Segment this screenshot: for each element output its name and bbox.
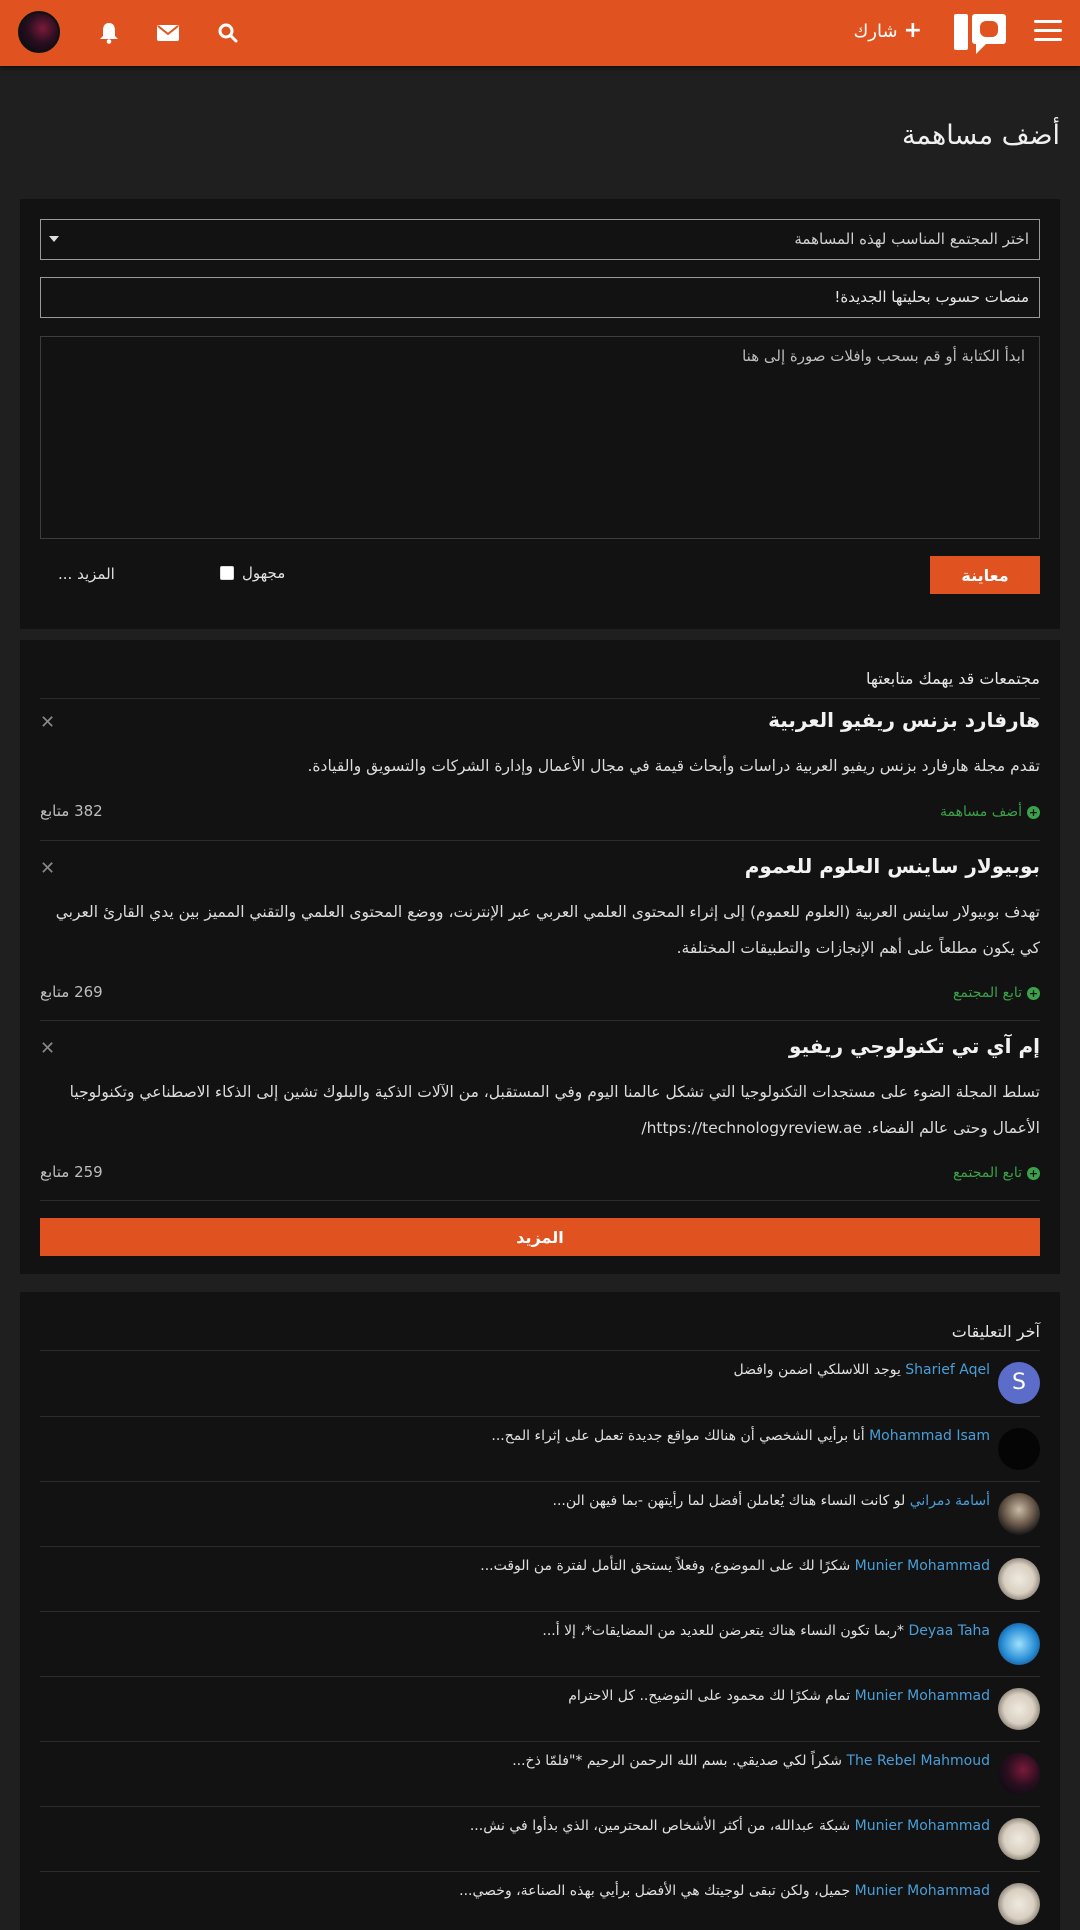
avatar[interactable] — [998, 1428, 1040, 1470]
comment-text[interactable]: جميل، ولكن تبقى لوجيتك هي الأفضل برأيي بهذه الصناعة، وخصي... — [459, 1883, 851, 1899]
comment-item[interactable] — [40, 1352, 1040, 1416]
comment-line — [542, 1623, 990, 1639]
community-select-value: اختر المجتمع المناسب لهذه المساهمة — [794, 230, 1029, 248]
comment-line — [470, 1818, 990, 1834]
comment-text[interactable]: *ربما تكون النساء هناك يتعرضن للعديد من المضايقات*، إلا أ... — [542, 1623, 904, 1639]
divider — [40, 1871, 1040, 1872]
comment-line — [553, 1493, 990, 1509]
divider — [40, 1481, 1040, 1482]
comment-line — [491, 1428, 990, 1444]
comment-user[interactable]: Mohammad Isam — [869, 1428, 990, 1444]
search-icon[interactable] — [213, 18, 243, 48]
divider — [40, 1741, 1040, 1742]
comment-line — [733, 1362, 990, 1378]
community-description: تسلط المجلة الضوء على مستجدات التكنولوجيا التي تشكل عالمنا اليوم وفي المستقبل، من الآلات الذكية والبلوك تشين إلى الذكاء الاصطناعي وتكنولوجيا الأعمال وحتى عالم الفضاء. https://technologyreview.ae/ — [69, 1083, 1040, 1137]
comment-item[interactable] — [40, 1418, 1040, 1482]
comment-user[interactable]: Deyaa Taha — [908, 1623, 990, 1639]
comment-line — [568, 1688, 990, 1704]
share-label: شارك — [853, 20, 898, 42]
share-button[interactable] — [853, 20, 922, 42]
community-name[interactable]: بوبيولار ساينس العلوم للعموم — [744, 854, 1040, 878]
community-select[interactable] — [40, 219, 1040, 260]
mail-icon[interactable] — [153, 18, 183, 48]
comment-text[interactable]: شكرًا لك على الموضوع، وفعلاً يستحق التأمل لفترة من الوقت... — [480, 1558, 851, 1574]
avatar[interactable] — [998, 1493, 1040, 1535]
checkbox-box[interactable] — [220, 566, 234, 580]
section-title: مجتمعات قد يهمك متابعتها — [865, 669, 1040, 688]
divider — [40, 840, 1040, 841]
comment-user[interactable]: Munier Mohammad — [854, 1688, 990, 1704]
avatar[interactable] — [998, 1753, 1040, 1795]
comment-user[interactable]: أسامة دمراني — [909, 1493, 990, 1509]
comment-text[interactable]: شبكة عبدالله، من أكثر الأشخاص المحترمين، الذي بدأوا في نش... — [469, 1818, 851, 1834]
divider — [40, 1416, 1040, 1417]
action-label: تابع المجتمع — [952, 985, 1022, 1001]
hsoub-io-logo[interactable] — [952, 10, 1008, 56]
divider — [40, 1020, 1040, 1021]
comment-user[interactable]: Munier Mohammad — [854, 1883, 990, 1899]
action-label: أضف مساهمة — [940, 804, 1022, 820]
preview-button[interactable]: معاينة — [930, 556, 1040, 594]
plus-icon: + — [903, 18, 922, 43]
community-description: تهدف بوبيولار ساينس العربية (العلوم للعموم) إلى إثراء المحتوى العلمي العربي عبر الإنترنت، ووضع المحتوى العلمي والتقني المميز بين يدي القارئ العربي كي يكون مطلعاً على أهم الإنجازات والتطبيقات المختلفة. — [55, 903, 1040, 957]
more-options-link[interactable]: المزيد ... — [58, 565, 115, 583]
plus-circle-icon: + — [1028, 1166, 1039, 1180]
avatar[interactable] — [998, 1883, 1040, 1925]
add-contribution-link[interactable] — [940, 804, 1040, 820]
follow-community-link[interactable] — [953, 985, 1040, 1001]
plus-circle-icon: + — [1028, 805, 1039, 819]
latest-comments — [20, 1292, 1060, 1930]
action-label: تابع المجتمع — [952, 1165, 1022, 1181]
bell-icon[interactable] — [94, 18, 124, 48]
comment-line — [512, 1753, 990, 1769]
divider — [40, 1200, 1040, 1201]
suggested-communities — [20, 640, 1060, 1274]
community-item — [40, 854, 1040, 1034]
comment-user[interactable]: Munier Mohammad — [854, 1818, 990, 1834]
more-communities-button[interactable]: المزيد — [40, 1218, 1040, 1256]
menu-icon[interactable] — [1034, 20, 1062, 44]
avatar[interactable] — [998, 1558, 1040, 1600]
top-navbar — [0, 0, 1080, 66]
comment-text[interactable]: يوجد اللاسلكي اضمن وافضل — [733, 1362, 901, 1378]
close-icon[interactable]: ✕ — [40, 858, 56, 879]
follow-community-link[interactable] — [953, 1165, 1040, 1181]
followers-count: 382 متابع — [40, 802, 103, 820]
comment-item[interactable] — [40, 1548, 1040, 1612]
close-icon[interactable]: ✕ — [40, 712, 56, 733]
comment-item[interactable] — [40, 1678, 1040, 1742]
community-name[interactable]: هارفارد بزنس ريفيو العربية — [768, 708, 1040, 732]
comment-item[interactable] — [40, 1743, 1040, 1807]
comment-line — [480, 1558, 990, 1574]
comment-user[interactable]: The Rebel Mahmoud — [846, 1753, 990, 1769]
anonymous-checkbox[interactable] — [220, 564, 285, 582]
comment-text[interactable]: لو كانت النساء هناك يُعاملن أفضل لما رأيتهن -بما فيهن الن... — [552, 1493, 906, 1509]
add-contribution-form — [20, 199, 1060, 629]
plus-circle-icon: + — [1028, 986, 1039, 1000]
divider — [40, 1676, 1040, 1677]
comment-text[interactable]: أنا برأيي الشخصي أن هنالك مواقع جديدة تعمل على إثراء المح... — [491, 1428, 865, 1444]
body-placeholder: ابدأ الكتابة أو قم بسحب وافلات صورة إلى هنا — [742, 347, 1025, 365]
close-icon[interactable]: ✕ — [40, 1038, 56, 1059]
avatar[interactable] — [998, 1623, 1040, 1665]
caret-down-icon — [49, 236, 59, 242]
comment-text[interactable]: شكراً لكي صديقي. بسم الله الرحمن الرحيم *"فلمّا ذخ... — [512, 1753, 842, 1769]
comment-item[interactable] — [40, 1483, 1040, 1547]
comment-text[interactable]: تمام شكرًا لك محمود على التوضيح.. كل الاحترام — [568, 1688, 851, 1704]
community-item — [40, 708, 1040, 858]
comment-line — [459, 1883, 990, 1899]
community-name[interactable]: إم آي تي تكنولوجي ريفيو — [789, 1034, 1040, 1058]
community-item — [40, 1034, 1040, 1214]
body-textarea[interactable] — [40, 336, 1040, 539]
title-input[interactable] — [40, 277, 1040, 318]
followers-count: 259 متابع — [40, 1163, 103, 1181]
avatar[interactable] — [998, 1818, 1040, 1860]
comment-user[interactable]: Sharief Aqel — [905, 1362, 990, 1378]
avatar[interactable] — [998, 1688, 1040, 1730]
comment-item[interactable] — [40, 1808, 1040, 1872]
comment-user[interactable]: Munier Mohammad — [854, 1558, 990, 1574]
comment-item[interactable] — [40, 1613, 1040, 1677]
comment-item[interactable] — [40, 1873, 1040, 1930]
avatar[interactable]: S — [998, 1362, 1040, 1404]
divider — [40, 1546, 1040, 1547]
anonymous-label: مجهول — [242, 564, 286, 582]
user-avatar[interactable] — [18, 11, 60, 53]
section-title: آخر التعليقات — [951, 1322, 1040, 1341]
title-input-value: منصات حسوب بحليتها الجديدة! — [834, 288, 1029, 306]
divider — [40, 698, 1040, 699]
community-description: تقدم مجلة هارفارد بزنس ريفيو العربية دراسات وأبحاث قيمة في مجال الأعمال وإدارة الشركات والتسويق والقيادة. — [307, 757, 1040, 775]
divider — [40, 1350, 1040, 1351]
followers-count: 269 متابع — [40, 983, 103, 1001]
page-title: أضف مساهمة — [901, 120, 1060, 151]
divider — [40, 1611, 1040, 1612]
divider — [40, 1806, 1040, 1807]
